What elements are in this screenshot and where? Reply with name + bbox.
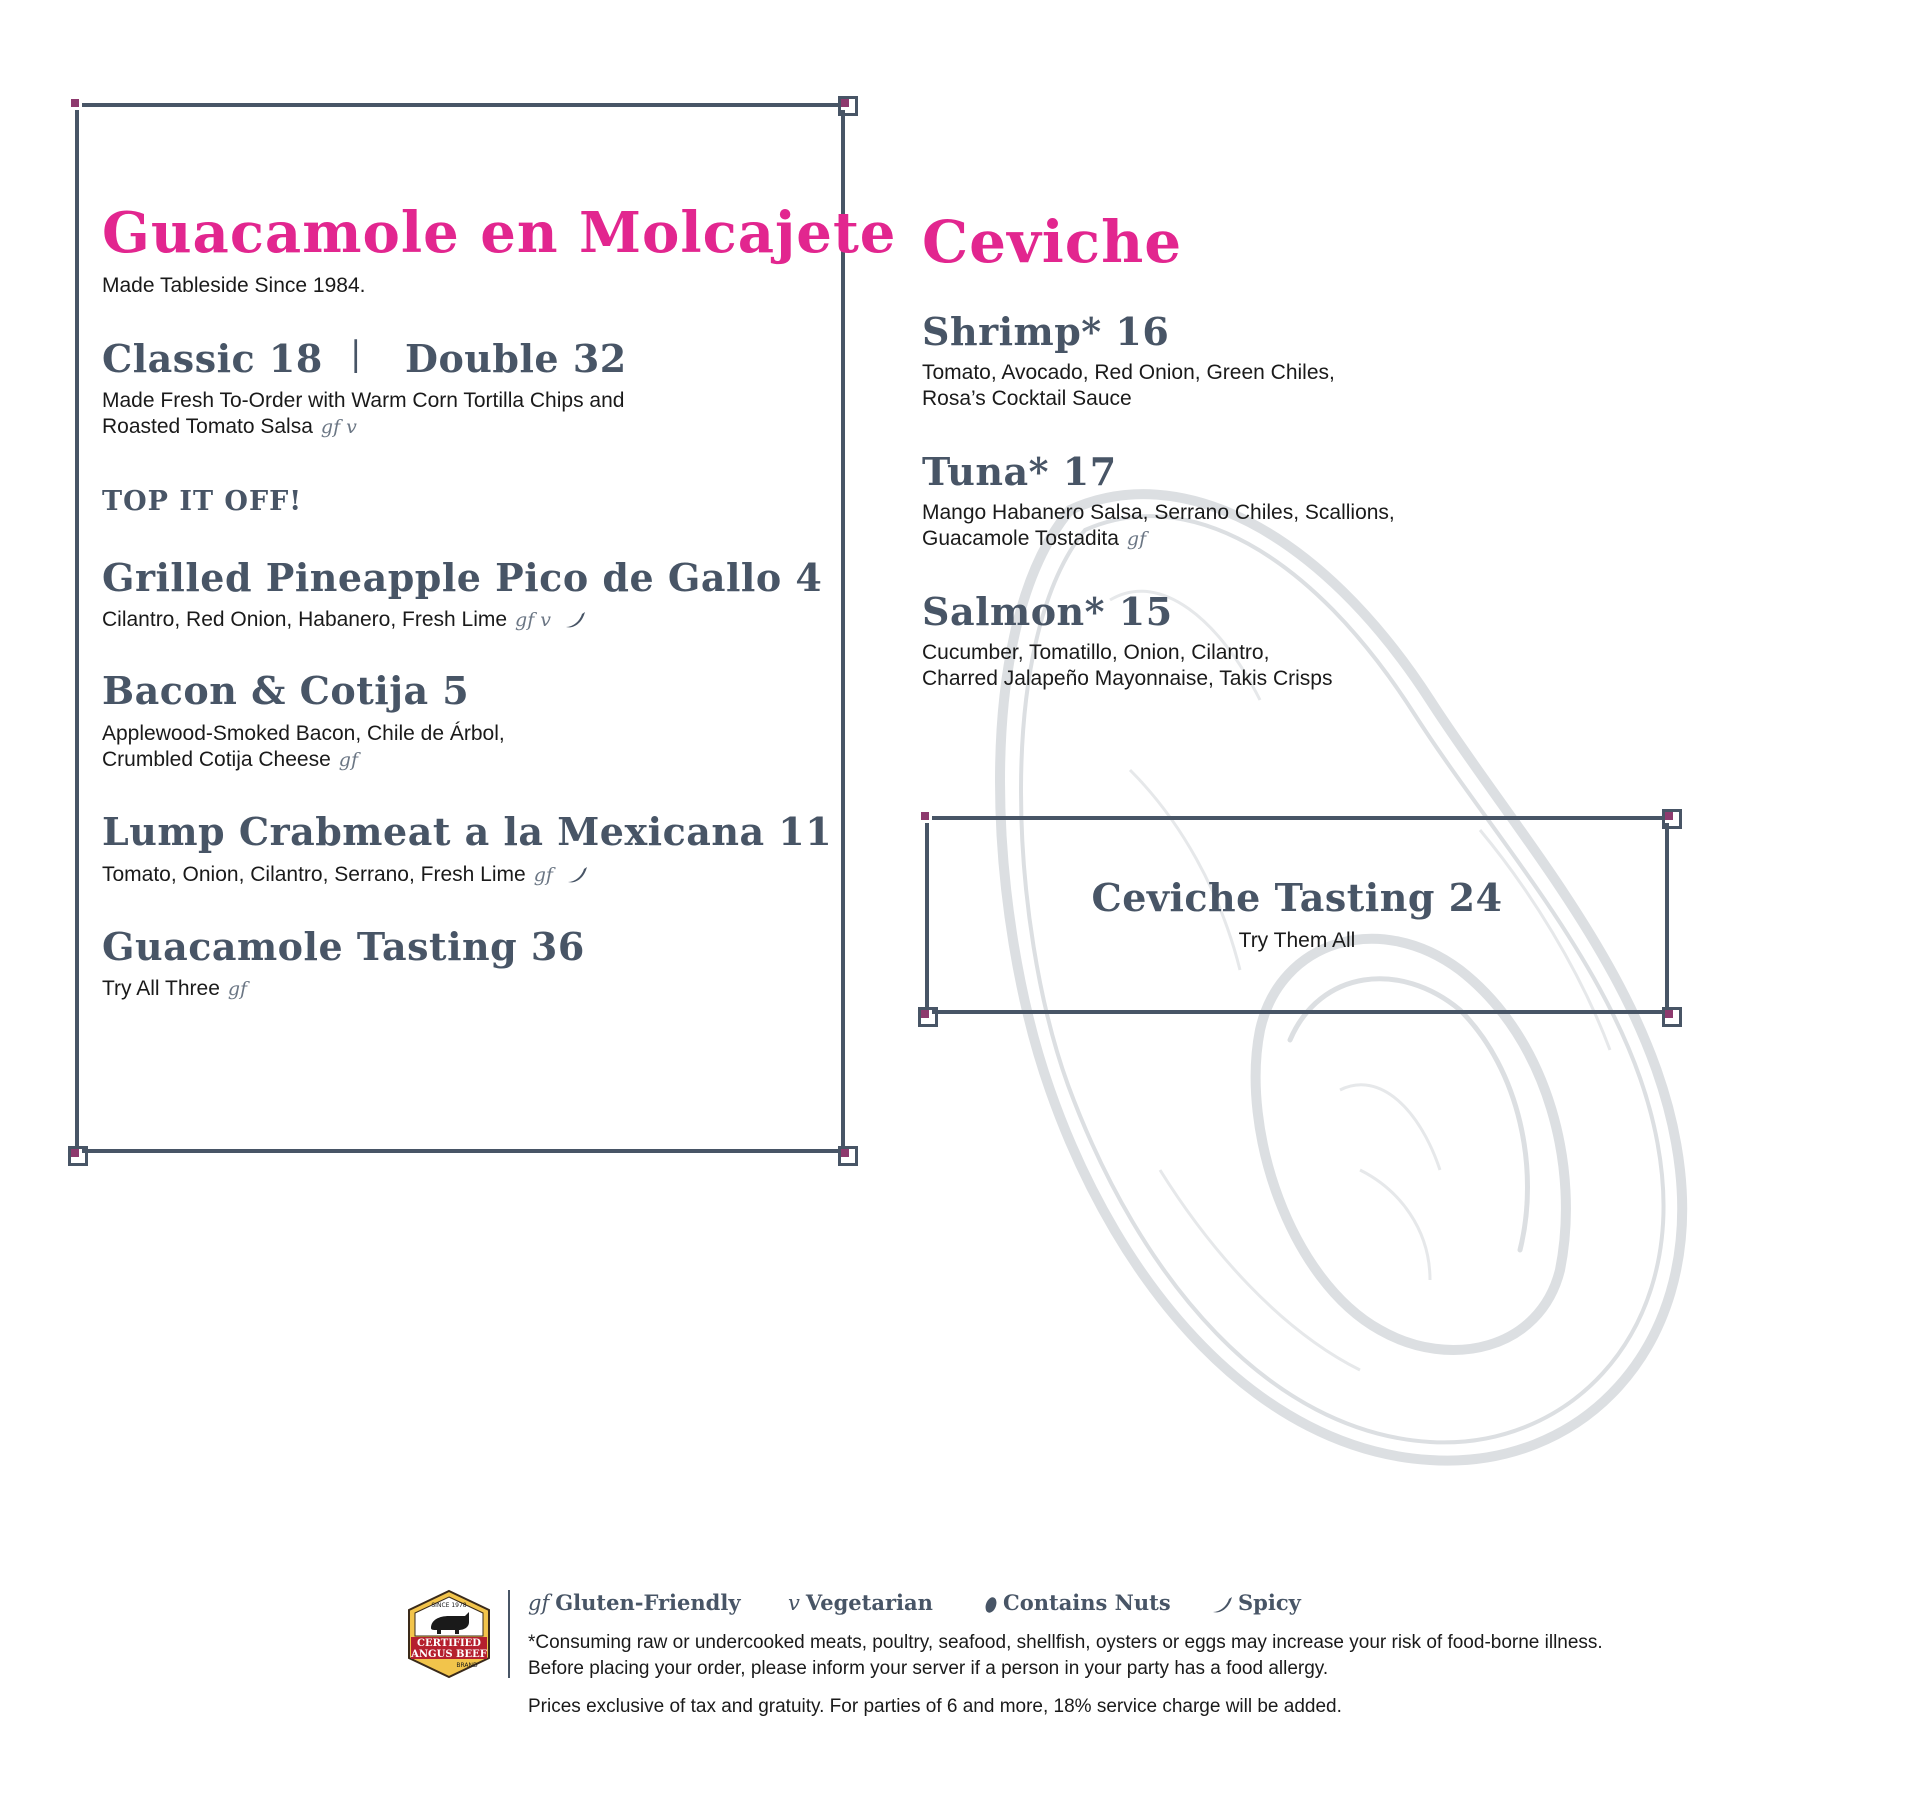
legend-vegetarian [788, 1590, 933, 1615]
gluten-friendly-icon: gf [528, 1591, 550, 1615]
legend-contains-nuts [983, 1590, 1171, 1615]
vegetarian-icon: v [788, 1591, 800, 1615]
menu-item-description: Cucumber, Tomatillo, Onion, Cilantro, [922, 641, 1270, 664]
logo-line-1: CERTIFIED [417, 1638, 481, 1649]
footer-divider [508, 1590, 510, 1678]
menu-item-description-text: Cilantro, Red Onion, Habanero, Fresh Lime [102, 608, 508, 631]
menu-item-title: Guacamole Tasting 36 [102, 924, 585, 969]
dietary-tags: gf v [515, 609, 551, 631]
spicy-icon [1210, 1595, 1234, 1615]
frame-corner-ornament [1662, 1007, 1676, 1021]
menu-item-description: Mango Habanero Salsa, Serrano Chiles, Scallions, [922, 501, 1395, 524]
menu-item-title: Tuna* 17 [922, 449, 1117, 494]
logo-bottom-text: BRAND [456, 1662, 478, 1669]
dietary-tags: gf v [320, 416, 357, 438]
dietary-tags: gf [533, 864, 553, 886]
menu-item-description-text: Crumbled Cotija Cheese [102, 748, 331, 771]
spicy-icon [565, 865, 589, 885]
food-safety-notice-line-1: *Consuming raw or undercooked meats, poultry, seafood, shellfish, oysters or eggs may increase your risk of food-borne illness. [528, 1632, 1603, 1653]
guacamole-title: Guacamole en Molcajete [102, 200, 897, 266]
menu-item-description: Tomato, Avocado, Red Onion, Green Chiles, [922, 361, 1335, 384]
frame-corner-ornament [1662, 809, 1676, 823]
frame-corner-ornament [918, 1007, 932, 1021]
legend-gluten-friendly [528, 1590, 741, 1615]
legend-label: Vegetarian [805, 1590, 933, 1615]
menu-item-title: Lump Crabmeat a la Mexicana 11 [102, 809, 833, 854]
certified-angus-beef-logo [403, 1588, 495, 1680]
frame-corner-ornament [838, 96, 852, 110]
legend-label: Gluten-Friendly [555, 1590, 741, 1615]
ceviche-tasting-title: Ceviche Tasting 24 [1091, 875, 1503, 920]
menu-item-title: Shrimp* 16 [922, 309, 1170, 354]
menu-item-description-text: Try All Three [102, 977, 220, 1000]
food-safety-notice-line-2: Before placing your order, please inform your server if a person in your party has a food allergy. [528, 1658, 1329, 1679]
frame-corner-ornament [68, 96, 82, 110]
dietary-tags: gf [227, 978, 248, 1000]
nut-icon [983, 1595, 999, 1615]
menu-item-description-text: Guacamole Tostadita [922, 527, 1119, 550]
legend-label: Spicy [1238, 1590, 1301, 1615]
menu-item-description [102, 607, 587, 633]
dietary-tags: gf [1126, 528, 1147, 550]
menu-item-description [922, 526, 1146, 552]
classic-description-text: Roasted Tomato Salsa [102, 415, 313, 438]
classic-description-line-2 [102, 414, 357, 440]
classic-description-line-1: Made Fresh To-Order with Warm Corn Tortilla Chips and [102, 389, 625, 412]
menu-item-description [102, 976, 247, 1002]
legend-label: Contains Nuts [1003, 1590, 1171, 1615]
logo-top-text: SINCE 1978 [431, 1602, 467, 1609]
menu-item-description: Charred Jalapeño Mayonnaise, Takis Crisps [922, 667, 1333, 690]
menu-item-description-text: Tomato, Onion, Cilantro, Serrano, Fresh Lime [102, 863, 526, 886]
legend-spicy [1210, 1590, 1301, 1615]
pricing-notice: Prices exclusive of tax and gratuity. For parties of 6 and more, 18% service charge will be added. [528, 1696, 1342, 1717]
size-separator: | [350, 334, 362, 374]
dietary-tags: gf [338, 749, 358, 771]
classic-size-price: Classic 18 [102, 336, 323, 381]
menu-item-title: Grilled Pineapple Pico de Gallo 4 [102, 555, 823, 600]
menu-item-description: Rosa’s Cocktail Sauce [922, 387, 1132, 410]
menu-item-title: Bacon & Cotija 5 [102, 668, 470, 713]
frame-corner-ornament [918, 809, 932, 823]
double-size-price: Double 32 [405, 336, 627, 381]
menu-item-description [102, 862, 589, 888]
ceviche-title: Ceviche [922, 208, 1183, 276]
frame-corner-ornament [838, 1146, 852, 1160]
ceviche-tasting-description: Try Them All [1238, 929, 1356, 952]
spicy-icon [563, 610, 587, 630]
frame-corner-ornament [68, 1146, 82, 1160]
menu-item-description: Applewood-Smoked Bacon, Chile de Árbol, [102, 722, 505, 745]
guacamole-subtitle: Made Tableside Since 1984. [102, 274, 366, 297]
logo-line-2: ANGUS BEEF [411, 1649, 487, 1660]
menu-item-title: Salmon* 15 [922, 589, 1173, 634]
menu-item-description [102, 747, 358, 773]
top-it-off-heading: TOP IT OFF! [102, 486, 303, 517]
